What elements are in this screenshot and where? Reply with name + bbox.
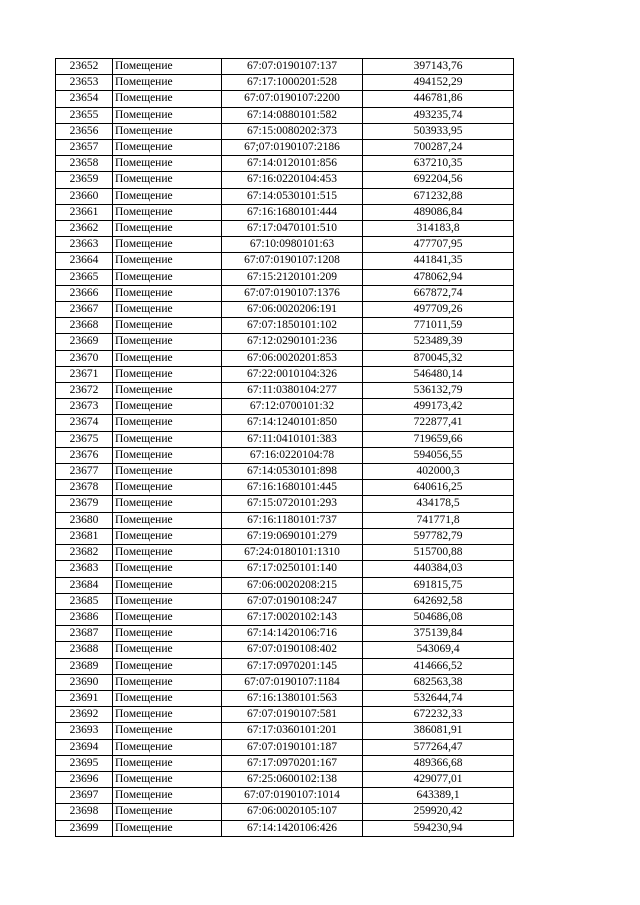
object-type-cell: Помещение bbox=[113, 123, 222, 139]
cadastral-number-cell: 67:17:0250101:140 bbox=[222, 561, 363, 577]
cadastral-value-cell: 441841,35 bbox=[363, 253, 514, 269]
object-type-cell: Помещение bbox=[113, 285, 222, 301]
cadastral-number-cell: 67:15:2120101:209 bbox=[222, 269, 363, 285]
object-type-cell: Помещение bbox=[113, 59, 222, 75]
table-row bbox=[56, 723, 514, 739]
cadastral-number-cell: 67:06:0020105:107 bbox=[222, 804, 363, 820]
table-row bbox=[56, 221, 514, 237]
row-number-cell: 23661 bbox=[56, 204, 113, 220]
row-number-cell: 23680 bbox=[56, 512, 113, 528]
cadastral-value-cell: 577264,47 bbox=[363, 739, 514, 755]
cadastral-value-cell: 414666,52 bbox=[363, 658, 514, 674]
table-row bbox=[56, 140, 514, 156]
table-row bbox=[56, 431, 514, 447]
object-type-cell: Помещение bbox=[113, 674, 222, 690]
cadastral-value-cell: 594230,94 bbox=[363, 820, 514, 836]
table-body bbox=[56, 59, 514, 837]
cadastral-number-cell: 67:17:0020102:143 bbox=[222, 609, 363, 625]
row-number-cell: 23653 bbox=[56, 75, 113, 91]
cadastral-value-cell: 870045,32 bbox=[363, 350, 514, 366]
row-number-cell: 23696 bbox=[56, 771, 113, 787]
row-number-cell: 23669 bbox=[56, 334, 113, 350]
row-number-cell: 23673 bbox=[56, 399, 113, 415]
cadastral-value-cell: 597782,79 bbox=[363, 528, 514, 544]
row-number-cell: 23665 bbox=[56, 269, 113, 285]
cadastral-value-cell: 671232,88 bbox=[363, 188, 514, 204]
object-type-cell: Помещение bbox=[113, 561, 222, 577]
cadastral-number-cell: 67:17:0470101:510 bbox=[222, 221, 363, 237]
row-number-cell: 23656 bbox=[56, 123, 113, 139]
cadastral-number-cell: 67:07:0190107:1184 bbox=[222, 674, 363, 690]
cadastral-number-cell: 67:07:0190107:581 bbox=[222, 707, 363, 723]
row-number-cell: 23659 bbox=[56, 172, 113, 188]
table-row bbox=[56, 447, 514, 463]
table-row bbox=[56, 658, 514, 674]
table-row bbox=[56, 123, 514, 139]
row-number-cell: 23687 bbox=[56, 626, 113, 642]
row-number-cell: 23681 bbox=[56, 528, 113, 544]
cadastral-number-cell: 67:06:0020208:215 bbox=[222, 577, 363, 593]
table-row bbox=[56, 642, 514, 658]
cadastral-value-cell: 397143,76 bbox=[363, 59, 514, 75]
cadastral-number-cell: 67:16:1680101:445 bbox=[222, 480, 363, 496]
row-number-cell: 23652 bbox=[56, 59, 113, 75]
object-type-cell: Помещение bbox=[113, 91, 222, 107]
cadastral-value-cell: 682563,38 bbox=[363, 674, 514, 690]
object-type-cell: Помещение bbox=[113, 545, 222, 561]
table-row bbox=[56, 609, 514, 625]
cadastral-number-cell: 67:07:0190101:187 bbox=[222, 739, 363, 755]
cadastral-value-cell: 386081,91 bbox=[363, 723, 514, 739]
row-number-cell: 23676 bbox=[56, 447, 113, 463]
object-type-cell: Помещение bbox=[113, 140, 222, 156]
table-row bbox=[56, 204, 514, 220]
cadastral-number-cell: 67:07:0190107:1014 bbox=[222, 788, 363, 804]
table-row bbox=[56, 755, 514, 771]
cadastral-number-cell: 67:12:0700101:32 bbox=[222, 399, 363, 415]
cadastral-value-cell: 672232,33 bbox=[363, 707, 514, 723]
cadastral-value-cell: 504686,08 bbox=[363, 609, 514, 625]
row-number-cell: 23655 bbox=[56, 107, 113, 123]
row-number-cell: 23694 bbox=[56, 739, 113, 755]
cadastral-value-cell: 543069,4 bbox=[363, 642, 514, 658]
table-row bbox=[56, 188, 514, 204]
cadastral-number-cell: 67:07:0190108:247 bbox=[222, 593, 363, 609]
cadastral-number-cell: 67:16:1380101:563 bbox=[222, 690, 363, 706]
cadastral-number-cell: 67:15:0080202:373 bbox=[222, 123, 363, 139]
cadastral-number-cell: 67:17:0970201:167 bbox=[222, 755, 363, 771]
table-row bbox=[56, 107, 514, 123]
table-row bbox=[56, 593, 514, 609]
table-row bbox=[56, 561, 514, 577]
table-row bbox=[56, 366, 514, 382]
cadastral-value-cell: 594056,55 bbox=[363, 447, 514, 463]
row-number-cell: 23689 bbox=[56, 658, 113, 674]
object-type-cell: Помещение bbox=[113, 188, 222, 204]
object-type-cell: Помещение bbox=[113, 723, 222, 739]
row-number-cell: 23663 bbox=[56, 237, 113, 253]
row-number-cell: 23684 bbox=[56, 577, 113, 593]
table-row bbox=[56, 739, 514, 755]
table-row bbox=[56, 350, 514, 366]
cadastral-number-cell: 67:14:1420106:716 bbox=[222, 626, 363, 642]
row-number-cell: 23690 bbox=[56, 674, 113, 690]
row-number-cell: 23695 bbox=[56, 755, 113, 771]
table-row bbox=[56, 528, 514, 544]
cadastral-value-cell: 478062,94 bbox=[363, 269, 514, 285]
object-type-cell: Помещение bbox=[113, 350, 222, 366]
object-type-cell: Помещение bbox=[113, 771, 222, 787]
row-number-cell: 23698 bbox=[56, 804, 113, 820]
object-type-cell: Помещение bbox=[113, 399, 222, 415]
object-type-cell: Помещение bbox=[113, 172, 222, 188]
object-type-cell: Помещение bbox=[113, 447, 222, 463]
table-row bbox=[56, 156, 514, 172]
cadastral-number-cell: 67;07:0190107:2186 bbox=[222, 140, 363, 156]
row-number-cell: 23677 bbox=[56, 464, 113, 480]
cadastral-number-cell: 67:17:1000201:528 bbox=[222, 75, 363, 91]
cadastral-number-cell: 67:17:0360101:201 bbox=[222, 723, 363, 739]
table-row bbox=[56, 707, 514, 723]
object-type-cell: Помещение bbox=[113, 739, 222, 755]
object-type-cell: Помещение bbox=[113, 626, 222, 642]
cadastral-value-cell: 532644,74 bbox=[363, 690, 514, 706]
cadastral-number-cell: 67:12:0290101:236 bbox=[222, 334, 363, 350]
table-row bbox=[56, 690, 514, 706]
cadastral-value-cell: 402000,3 bbox=[363, 464, 514, 480]
table-row bbox=[56, 674, 514, 690]
object-type-cell: Помещение bbox=[113, 366, 222, 382]
object-type-cell: Помещение bbox=[113, 804, 222, 820]
object-type-cell: Помещение bbox=[113, 237, 222, 253]
object-type-cell: Помещение bbox=[113, 642, 222, 658]
object-type-cell: Помещение bbox=[113, 593, 222, 609]
table-row bbox=[56, 804, 514, 820]
row-number-cell: 23672 bbox=[56, 383, 113, 399]
cadastral-number-cell: 67:14:0530101:515 bbox=[222, 188, 363, 204]
cadastral-value-cell: 700287,24 bbox=[363, 140, 514, 156]
object-type-cell: Помещение bbox=[113, 464, 222, 480]
row-number-cell: 23675 bbox=[56, 431, 113, 447]
row-number-cell: 23692 bbox=[56, 707, 113, 723]
row-number-cell: 23674 bbox=[56, 415, 113, 431]
cadastral-number-cell: 67:14:0530101:898 bbox=[222, 464, 363, 480]
cadastral-number-cell: 67:07:0190107:1376 bbox=[222, 285, 363, 301]
cadastral-number-cell: 67:24:0180101:1310 bbox=[222, 545, 363, 561]
object-type-cell: Помещение bbox=[113, 788, 222, 804]
table-row bbox=[56, 496, 514, 512]
cadastral-value-cell: 640616,25 bbox=[363, 480, 514, 496]
cadastral-value-cell: 536132,79 bbox=[363, 383, 514, 399]
row-number-cell: 23682 bbox=[56, 545, 113, 561]
row-number-cell: 23691 bbox=[56, 690, 113, 706]
cadastral-value-cell: 375139,84 bbox=[363, 626, 514, 642]
object-type-cell: Помещение bbox=[113, 431, 222, 447]
cadastral-number-cell: 67:22:0010104:326 bbox=[222, 366, 363, 382]
row-number-cell: 23686 bbox=[56, 609, 113, 625]
cadastral-number-cell: 67:16:1180101:737 bbox=[222, 512, 363, 528]
object-type-cell: Помещение bbox=[113, 318, 222, 334]
cadastral-value-cell: 691815,75 bbox=[363, 577, 514, 593]
cadastral-value-cell: 642692,58 bbox=[363, 593, 514, 609]
row-number-cell: 23685 bbox=[56, 593, 113, 609]
object-type-cell: Помещение bbox=[113, 302, 222, 318]
cadastral-value-cell: 489086,84 bbox=[363, 204, 514, 220]
cadastral-number-cell: 67:07:0190108:402 bbox=[222, 642, 363, 658]
row-number-cell: 23699 bbox=[56, 820, 113, 836]
cadastral-value-cell: 637210,35 bbox=[363, 156, 514, 172]
object-type-cell: Помещение bbox=[113, 107, 222, 123]
cadastral-value-cell: 667872,74 bbox=[363, 285, 514, 301]
cadastral-value-table bbox=[55, 58, 514, 837]
row-number-cell: 23688 bbox=[56, 642, 113, 658]
cadastral-number-cell: 67:17:0970201:145 bbox=[222, 658, 363, 674]
cadastral-value-cell: 314183,8 bbox=[363, 221, 514, 237]
cadastral-number-cell: 67:10:0980101:63 bbox=[222, 237, 363, 253]
object-type-cell: Помещение bbox=[113, 512, 222, 528]
table-row bbox=[56, 75, 514, 91]
table-row bbox=[56, 820, 514, 836]
object-type-cell: Помещение bbox=[113, 690, 222, 706]
object-type-cell: Помещение bbox=[113, 75, 222, 91]
table-row bbox=[56, 91, 514, 107]
cadastral-number-cell: 67:16:0220104:78 bbox=[222, 447, 363, 463]
object-type-cell: Помещение bbox=[113, 269, 222, 285]
object-type-cell: Помещение bbox=[113, 221, 222, 237]
object-type-cell: Помещение bbox=[113, 253, 222, 269]
cadastral-value-cell: 722877,41 bbox=[363, 415, 514, 431]
object-type-cell: Помещение bbox=[113, 415, 222, 431]
table-row bbox=[56, 383, 514, 399]
table-row bbox=[56, 253, 514, 269]
cadastral-value-cell: 497709,26 bbox=[363, 302, 514, 318]
cadastral-number-cell: 67:25:0600102:138 bbox=[222, 771, 363, 787]
table-row bbox=[56, 415, 514, 431]
table-row bbox=[56, 172, 514, 188]
cadastral-value-cell: 546480,14 bbox=[363, 366, 514, 382]
cadastral-value-cell: 515700,88 bbox=[363, 545, 514, 561]
object-type-cell: Помещение bbox=[113, 204, 222, 220]
object-type-cell: Помещение bbox=[113, 609, 222, 625]
row-number-cell: 23668 bbox=[56, 318, 113, 334]
row-number-cell: 23683 bbox=[56, 561, 113, 577]
object-type-cell: Помещение bbox=[113, 577, 222, 593]
object-type-cell: Помещение bbox=[113, 334, 222, 350]
cadastral-number-cell: 67:11:0410101:383 bbox=[222, 431, 363, 447]
table-row bbox=[56, 480, 514, 496]
row-number-cell: 23662 bbox=[56, 221, 113, 237]
cadastral-value-cell: 741771,8 bbox=[363, 512, 514, 528]
table-row bbox=[56, 318, 514, 334]
cadastral-number-cell: 67:14:0120101:856 bbox=[222, 156, 363, 172]
cadastral-number-cell: 67:07:1850101:102 bbox=[222, 318, 363, 334]
row-number-cell: 23671 bbox=[56, 366, 113, 382]
cadastral-value-cell: 493235,74 bbox=[363, 107, 514, 123]
cadastral-number-cell: 67:14:1240101:850 bbox=[222, 415, 363, 431]
cadastral-value-cell: 259920,42 bbox=[363, 804, 514, 820]
table-row bbox=[56, 334, 514, 350]
object-type-cell: Помещение bbox=[113, 658, 222, 674]
cadastral-number-cell: 67:11:0380104:277 bbox=[222, 383, 363, 399]
row-number-cell: 23670 bbox=[56, 350, 113, 366]
table-row bbox=[56, 269, 514, 285]
row-number-cell: 23657 bbox=[56, 140, 113, 156]
table-row bbox=[56, 302, 514, 318]
table-row bbox=[56, 512, 514, 528]
table-row bbox=[56, 59, 514, 75]
table-row bbox=[56, 237, 514, 253]
cadastral-number-cell: 67:19:0690101:279 bbox=[222, 528, 363, 544]
cadastral-number-cell: 67:06:0020206:191 bbox=[222, 302, 363, 318]
object-type-cell: Помещение bbox=[113, 383, 222, 399]
table-row bbox=[56, 771, 514, 787]
cadastral-value-cell: 523489,39 bbox=[363, 334, 514, 350]
row-number-cell: 23697 bbox=[56, 788, 113, 804]
cadastral-number-cell: 67:16:1680101:444 bbox=[222, 204, 363, 220]
cadastral-value-cell: 771011,59 bbox=[363, 318, 514, 334]
cadastral-number-cell: 67:07:0190107:2200 bbox=[222, 91, 363, 107]
cadastral-value-cell: 429077,01 bbox=[363, 771, 514, 787]
cadastral-value-cell: 434178,5 bbox=[363, 496, 514, 512]
row-number-cell: 23664 bbox=[56, 253, 113, 269]
cadastral-value-cell: 494152,29 bbox=[363, 75, 514, 91]
row-number-cell: 23658 bbox=[56, 156, 113, 172]
cadastral-number-cell: 67:16:0220104:453 bbox=[222, 172, 363, 188]
cadastral-value-cell: 719659,66 bbox=[363, 431, 514, 447]
object-type-cell: Помещение bbox=[113, 820, 222, 836]
cadastral-value-cell: 440384,03 bbox=[363, 561, 514, 577]
table-row bbox=[56, 626, 514, 642]
object-type-cell: Помещение bbox=[113, 496, 222, 512]
row-number-cell: 23666 bbox=[56, 285, 113, 301]
cadastral-number-cell: 67:15:0720101:293 bbox=[222, 496, 363, 512]
table-row bbox=[56, 399, 514, 415]
object-type-cell: Помещение bbox=[113, 528, 222, 544]
table-row bbox=[56, 545, 514, 561]
row-number-cell: 23667 bbox=[56, 302, 113, 318]
cadastral-value-cell: 643389,1 bbox=[363, 788, 514, 804]
object-type-cell: Помещение bbox=[113, 707, 222, 723]
row-number-cell: 23679 bbox=[56, 496, 113, 512]
cadastral-number-cell: 67:07:0190107:1208 bbox=[222, 253, 363, 269]
row-number-cell: 23660 bbox=[56, 188, 113, 204]
table-row bbox=[56, 788, 514, 804]
cadastral-number-cell: 67:14:1420106:426 bbox=[222, 820, 363, 836]
cadastral-value-cell: 503933,95 bbox=[363, 123, 514, 139]
row-number-cell: 23678 bbox=[56, 480, 113, 496]
cadastral-value-cell: 477707,95 bbox=[363, 237, 514, 253]
row-number-cell: 23654 bbox=[56, 91, 113, 107]
cadastral-value-cell: 446781,86 bbox=[363, 91, 514, 107]
object-type-cell: Помещение bbox=[113, 480, 222, 496]
cadastral-value-cell: 489366,68 bbox=[363, 755, 514, 771]
cadastral-number-cell: 67:14:0880101:582 bbox=[222, 107, 363, 123]
table-row bbox=[56, 577, 514, 593]
cadastral-value-cell: 499173,42 bbox=[363, 399, 514, 415]
object-type-cell: Помещение bbox=[113, 755, 222, 771]
cadastral-value-cell: 692204,56 bbox=[363, 172, 514, 188]
cadastral-number-cell: 67:07:0190107:137 bbox=[222, 59, 363, 75]
row-number-cell: 23693 bbox=[56, 723, 113, 739]
object-type-cell: Помещение bbox=[113, 156, 222, 172]
cadastral-number-cell: 67:06:0020201:853 bbox=[222, 350, 363, 366]
table-row bbox=[56, 285, 514, 301]
table-row bbox=[56, 464, 514, 480]
